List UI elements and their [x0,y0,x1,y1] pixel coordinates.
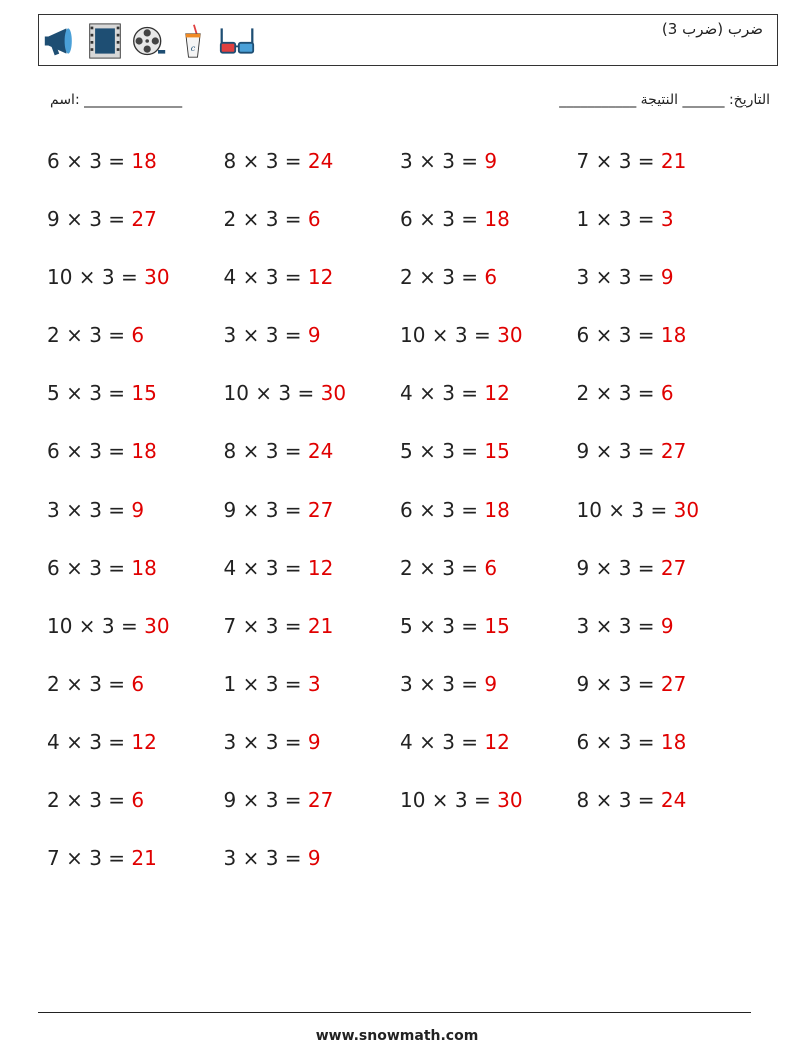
problem [224,203,401,261]
problem-question: 6 × 3 = [47,439,132,464]
problem-question: 6 × 3 = [400,207,485,232]
problem-answer: 9 [307,323,321,348]
problem-question: 3 × 3 = [400,149,485,173]
problem [400,552,577,610]
problem-answer: 9 [307,729,321,754]
problem [47,145,224,203]
problem [577,435,754,493]
problem [577,319,754,377]
problem [47,203,224,261]
problem [577,377,754,435]
problem [47,377,224,435]
problem-answer: 27 [660,671,687,696]
problem-answer: 27 [660,555,687,580]
problem-question: 5 × 3 = [400,613,485,638]
problem [400,377,577,435]
problem [400,145,577,203]
problem-question: 4 × 3 = [223,555,308,580]
problem-answer: 9 [307,846,321,871]
problem-answer: 9 [484,671,498,696]
problem [224,145,401,203]
problem [400,726,577,784]
problem [47,552,224,610]
problem-question: 6 × 3 = [576,729,661,754]
problem-question: 9 × 3 = [47,207,132,232]
problem-answer: 24 [307,439,334,464]
problem [47,668,224,726]
problem-answer: 12 [484,381,510,406]
problem [224,552,401,610]
problem [577,784,754,842]
problem-answer: 12 [484,729,510,754]
problem-row [47,610,755,668]
problem-answer: 12 [307,555,334,580]
problem-answer: 21 [660,149,687,173]
problem-question: 3 × 3 = [576,613,661,638]
problem-question: 7 × 3 = [223,613,308,638]
problem [400,261,577,319]
problem [224,319,401,377]
problem-answer: 9 [660,265,674,290]
problem [224,377,401,435]
problem-answer: 9 [484,149,498,173]
worksheet-title: ضرب (ضرب 3) [661,20,763,38]
problem-answer: 6 [131,323,145,348]
problem-question: 3 × 3 = [223,729,308,754]
problem-row [47,435,755,493]
problem-answer: 6 [131,788,145,813]
problem-row [47,319,755,377]
soda-cup-icon [175,21,211,61]
problem-question: 9 × 3 = [576,555,661,580]
film-reel-icon [131,21,167,61]
problem-question: 2 × 3 = [400,555,485,580]
problem-question: 2 × 3 = [47,788,132,813]
problem [47,784,224,842]
problem-question: 2 × 3 = [576,381,661,406]
problem-question: 4 × 3 = [223,265,308,290]
problem-answer: 12 [307,265,334,290]
problem [224,668,401,726]
problem-answer: 18 [131,439,157,464]
problem-answer: 18 [660,323,687,348]
date-score-field: التاريخ: ______ النتيجة ___________ [559,92,770,108]
problem-question: 6 × 3 = [400,497,485,522]
3d-glasses-icon [219,21,255,61]
name-field: اسم: ______________ [50,92,183,108]
problem-answer: 21 [131,846,157,871]
problem-question: 1 × 3 = [223,671,308,696]
problem [224,435,401,493]
problem-question: 5 × 3 = [400,439,485,464]
film-frame-icon [87,21,123,61]
problem [577,552,754,610]
problem-answer: 27 [660,439,687,464]
problem [47,726,224,784]
problem-answer: 18 [484,207,510,232]
problem-question: 8 × 3 = [576,788,661,813]
problem-row [47,494,755,552]
problem-answer: 6 [307,207,321,232]
problem-answer: 30 [320,381,347,406]
student-info [38,92,770,114]
problem-question: 10 × 3 = [400,788,498,813]
problem [400,610,577,668]
problem [224,726,401,784]
problem-question: 3 × 3 = [223,323,308,348]
problem-answer: 18 [660,729,687,754]
megaphone-icon [43,21,79,61]
problem-question: 5 × 3 = [47,381,132,406]
problem-question: 1 × 3 = [576,207,661,232]
problem-question: 3 × 3 = [47,497,132,522]
problem-answer: 30 [497,323,523,348]
problem-question: 4 × 3 = [400,381,485,406]
problem [577,726,754,784]
problem-row [47,784,755,842]
problem [47,261,224,319]
problem-answer: 18 [484,497,510,522]
problem-question: 9 × 3 = [223,788,308,813]
problem-row [47,377,755,435]
problem-answer: 18 [131,555,157,580]
problem-question: 2 × 3 = [400,265,485,290]
problem-answer: 6 [660,381,674,406]
problem-answer: 21 [307,613,334,638]
problem [400,319,577,377]
problem [224,784,401,842]
problem-row [47,145,755,203]
problem-answer: 3 [307,671,321,696]
problem-question: 4 × 3 = [47,729,132,754]
problem [577,668,754,726]
problem-answer: 27 [131,207,157,232]
problem-question: 10 × 3 = [223,381,321,406]
problem-answer: 18 [131,149,157,173]
problem-question: 10 × 3 = [47,265,145,290]
problem-row [47,842,755,900]
problem-row [47,668,755,726]
problem-answer: 30 [144,613,170,638]
problem [47,494,224,552]
problem [224,610,401,668]
problem-question: 2 × 3 = [47,323,132,348]
problem-question: 2 × 3 = [47,671,132,696]
problem [47,435,224,493]
problem [577,203,754,261]
problem-row [47,203,755,261]
problem [400,668,577,726]
problem-question: 10 × 3 = [47,613,145,638]
problem-answer: 6 [484,265,498,290]
problem [47,842,224,900]
problem-row [47,552,755,610]
problem-answer: 15 [131,381,157,406]
problem-question: 3 × 3 = [400,671,485,696]
problem-question: 3 × 3 = [223,846,308,871]
problem-question: 10 × 3 = [400,323,498,348]
problem [47,610,224,668]
problem [224,261,401,319]
problem-row [47,261,755,319]
problem-question: 3 × 3 = [576,265,661,290]
problem-question: 8 × 3 = [223,149,308,173]
problem-answer: 12 [131,729,157,754]
problem-question: 6 × 3 = [576,323,661,348]
problem-answer: 15 [484,613,510,638]
problem-question: 9 × 3 = [223,497,308,522]
problem [400,494,577,552]
problem [577,145,754,203]
problem-answer: 3 [660,207,674,232]
footer-site: www.snowmath.com [315,1028,479,1044]
problem [400,784,577,842]
problem-answer: 30 [497,788,523,813]
problem-answer: 9 [131,497,145,522]
problem-answer: 24 [660,788,687,813]
problem [224,494,401,552]
problem [577,261,754,319]
theme-icons [43,20,263,62]
problem [577,494,754,552]
problem [577,610,754,668]
problem-row [47,726,755,784]
problem [47,319,224,377]
problem-answer: 6 [131,671,145,696]
problem-answer: 27 [307,497,334,522]
problem-answer: 30 [673,497,700,522]
problem-answer: 27 [307,788,334,813]
problem-question: 7 × 3 = [576,149,661,173]
problem-answer: 30 [144,265,170,290]
problem [400,203,577,261]
footer-divider [38,1012,751,1013]
worksheet-header [38,14,778,66]
svg-text:c: c [190,42,196,53]
problem-answer: 24 [307,149,334,173]
problem [224,842,401,900]
problem-grid [47,145,755,900]
problem-question: 7 × 3 = [47,846,132,871]
problem-question: 9 × 3 = [576,439,661,464]
problem-answer: 15 [484,439,510,464]
problem [400,435,577,493]
problem-question: 10 × 3 = [576,497,674,522]
problem-question: 2 × 3 = [223,207,308,232]
problem-question: 4 × 3 = [400,729,485,754]
problem-question: 8 × 3 = [223,439,308,464]
problem-answer: 6 [484,555,498,580]
problem-question: 9 × 3 = [576,671,661,696]
problem-answer: 9 [660,613,674,638]
problem-question: 6 × 3 = [47,149,132,173]
problem-question: 6 × 3 = [47,555,132,580]
